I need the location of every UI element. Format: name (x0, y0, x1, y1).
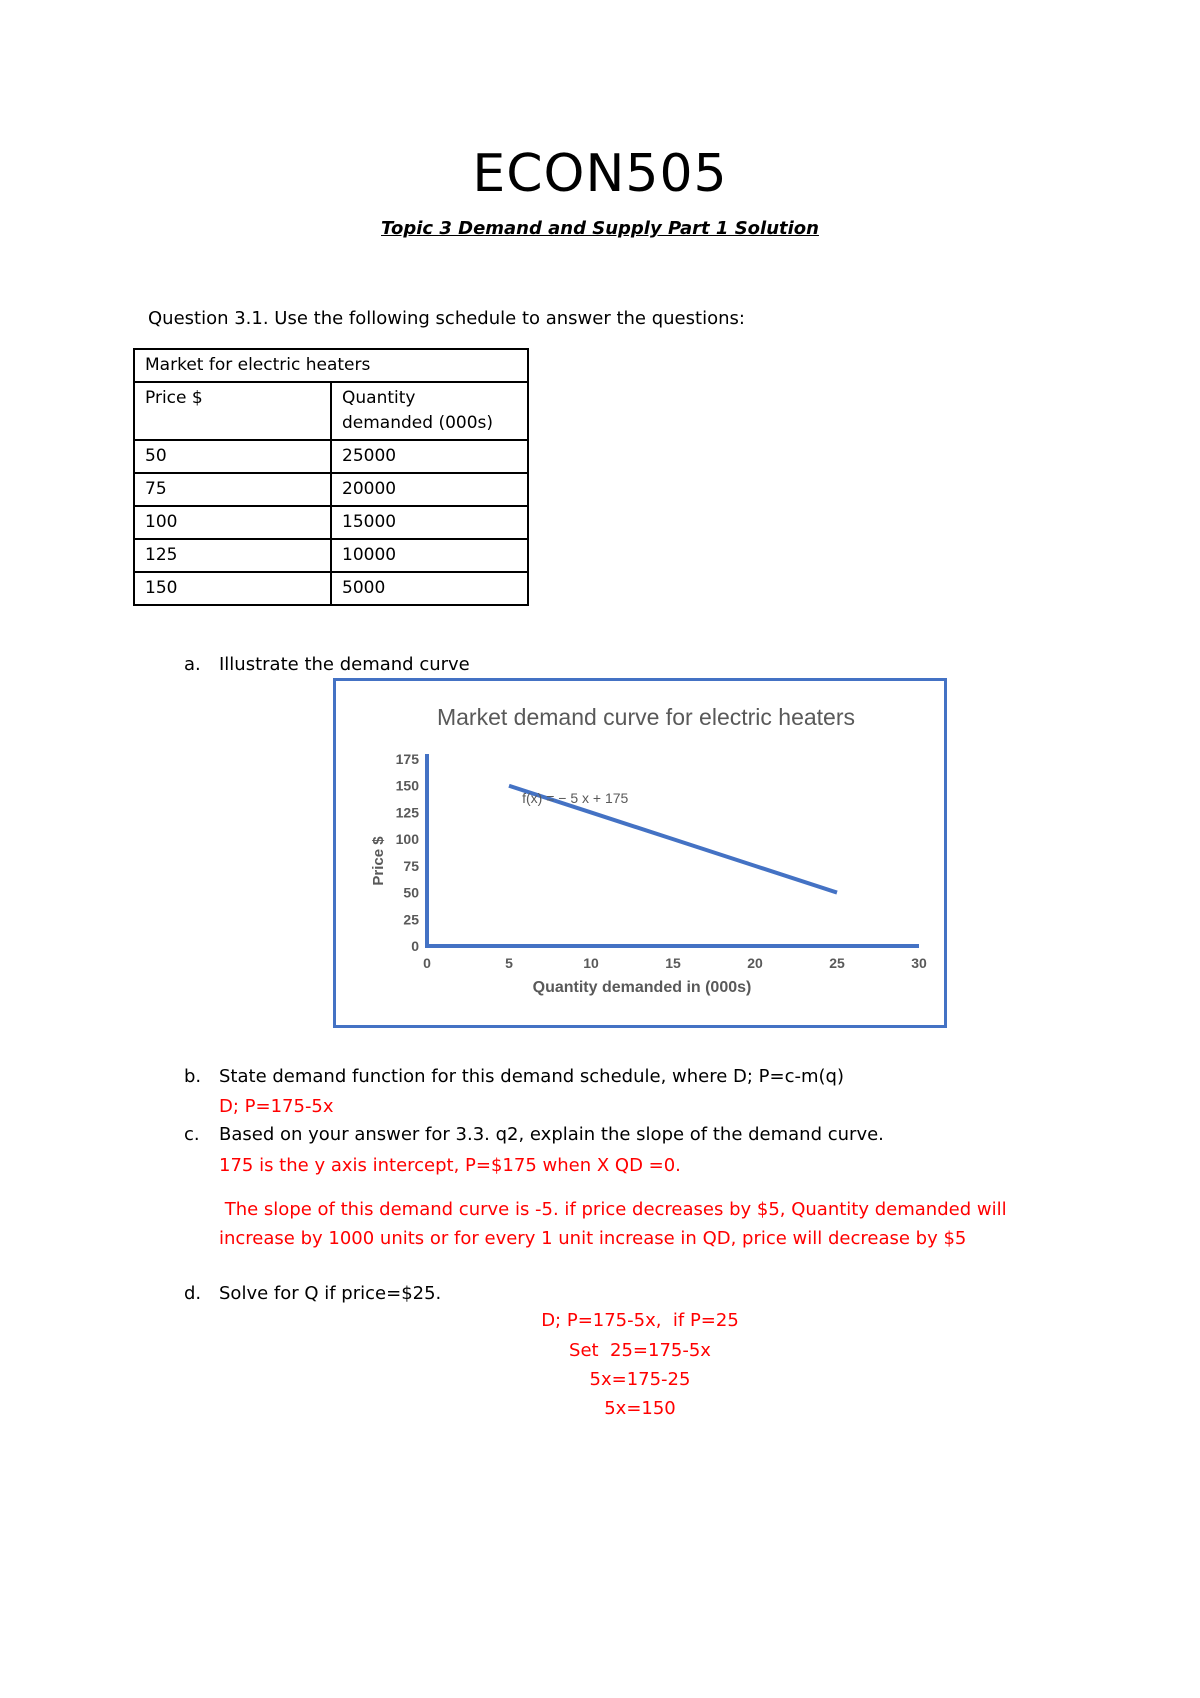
x-tick-labels (423, 955, 927, 971)
table-row (134, 440, 528, 473)
y-tick-label: 150 (395, 777, 419, 794)
price-cell: 125 (134, 539, 331, 572)
document-title: ECON505 (472, 144, 728, 204)
quantity-cell: 20000 (331, 473, 528, 506)
x-tick-label: 10 (583, 955, 599, 971)
chart-title: Market demand curve for electric heaters (436, 704, 856, 730)
quantity-cell: 25000 (331, 440, 528, 473)
table-caption: Market for electric heaters (134, 349, 528, 382)
price-cell: 50 (134, 440, 331, 473)
part-d-step: Set 25=175-5x (569, 1340, 711, 1361)
header-quantity-line2: demanded (000s) (342, 413, 494, 433)
quantity-cell: 10000 (331, 539, 528, 572)
part-c-answer-intercept: 175 is the y axis intercept, P=$175 when X QD =0. (219, 1155, 681, 1176)
demand-chart-svg (336, 681, 944, 1025)
part-d-step: D; P=175-5x, if P=25 (541, 1310, 739, 1331)
part-b-answer: D; P=175-5x (219, 1096, 334, 1117)
part-a-letter: a. (184, 654, 201, 675)
part-c-letter: c. (184, 1124, 200, 1145)
price-cell: 150 (134, 572, 331, 605)
x-axis-label: Quantity demanded in (000s) (532, 979, 752, 996)
quantity-cell: 5000 (331, 572, 528, 605)
quantity-cell: 15000 (331, 506, 528, 539)
y-tick-label: 0 (411, 938, 419, 954)
table-row (134, 572, 528, 605)
part-c-text: Based on your answer for 3.3. q2, explain the slope of the demand curve. (219, 1124, 884, 1145)
x-tick-label: 20 (747, 955, 763, 971)
y-tick-label: 100 (395, 831, 419, 848)
question-intro: Question 3.1. Use the following schedule to answer the questions: (148, 308, 745, 329)
part-d-step: 5x=150 (604, 1398, 676, 1419)
table-row (134, 506, 528, 539)
price-cell: 75 (134, 473, 331, 506)
header-price: Price $ (134, 382, 331, 440)
x-tick-label: 15 (665, 955, 681, 971)
x-tick-label: 30 (911, 955, 927, 971)
part-b-text: State demand function for this demand schedule, where D; P=c-m(q) (219, 1066, 844, 1087)
y-tick-label: 25 (403, 911, 419, 928)
x-tick-label: 0 (423, 955, 431, 971)
demand-schedule-table (133, 348, 529, 606)
part-d-step: 5x=175-25 (589, 1369, 691, 1390)
y-axis-label: Price $ (370, 836, 387, 886)
part-d-letter: d. (184, 1283, 202, 1304)
y-tick-label: 125 (395, 804, 419, 821)
table-row (134, 473, 528, 506)
price-cell: 100 (134, 506, 331, 539)
part-c-answer-slope-line2: increase by 1000 units or for every 1 unit increase in QD, price will decrease by $5 (219, 1228, 967, 1249)
trendline-equation: f(x) = − 5 x + 175 (522, 789, 629, 806)
part-a-text: Illustrate the demand curve (219, 654, 470, 675)
demand-chart (333, 678, 947, 1028)
y-tick-label: 175 (395, 751, 419, 767)
y-tick-label: 50 (403, 884, 419, 901)
part-c-answer-slope-line1: The slope of this demand curve is -5. if price decreases by $5, Quantity demanded will (219, 1199, 1007, 1220)
header-quantity (331, 382, 528, 440)
x-tick-label: 5 (505, 955, 513, 971)
y-tick-label: 75 (403, 857, 419, 874)
header-quantity-line1: Quantity (342, 388, 416, 408)
table-row (134, 539, 528, 572)
part-d-text: Solve for Q if price=$25. (219, 1283, 442, 1304)
document-subtitle: Topic 3 Demand and Supply Part 1 Solution (381, 218, 819, 239)
part-b-letter: b. (184, 1066, 202, 1087)
x-tick-label: 25 (829, 955, 845, 971)
y-tick-labels (396, 751, 420, 954)
table-caption-row (134, 349, 528, 382)
table-header-row (134, 382, 528, 440)
